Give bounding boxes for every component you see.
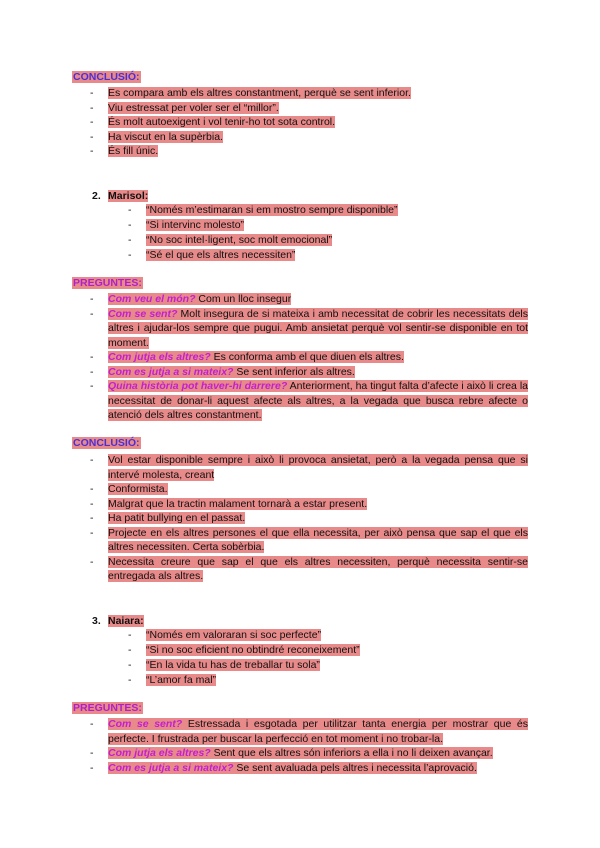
list-item: - Com jutja els altres? Es conforma amb el que diuen els altres. <box>90 351 404 363</box>
list-item: - Viu estressat per voler ser el “millor”. <box>90 101 279 114</box>
preguntes-list-2 <box>88 292 528 423</box>
quote-item: - “Si intervinc molesto” <box>128 219 245 231</box>
quote-item: - “L’amor fa mal” <box>128 674 217 686</box>
quote-item: - “En la vida tu has de treballar tu sola” <box>128 659 320 671</box>
list-item: - Vol estar disponible sempre i això li provoca ansietat, però a la vegada pensa que si intervé molesta, creant <box>90 454 528 481</box>
list-item: - Projecte en els altres persones el que ella necessita, per això pensa que sap el que els altres necessiten. Certa sobèrbia. <box>90 526 528 553</box>
list-item: - Ha patit bullying en el passat. <box>90 512 246 524</box>
list-item: - Ha viscut en la supèrbia. <box>90 130 223 143</box>
preguntes-heading-2: PREGUNTES: <box>73 277 142 289</box>
quote-item: - “No soc intel·ligent, soc molt emocional” <box>128 234 333 246</box>
quotes-list-naiara <box>126 628 360 688</box>
list-item: - Malgrat que la tractin malament tornarà a estar present. <box>90 497 368 510</box>
conclusio-list-2 <box>88 453 528 584</box>
quotes-list-marisol <box>126 203 398 263</box>
quote-item: - “Sé el que els altres necessiten” <box>128 249 296 261</box>
conclusio-heading-2: CONCLUSIÓ: <box>73 437 140 449</box>
quote-item: - “Només em valoraran si soc perfecte” <box>128 629 322 641</box>
person-heading-naiara: 3. Naiara: <box>92 615 144 627</box>
list-item: - Com es jutja a si mateix? Se sent inferior als altres. <box>90 365 355 378</box>
list-item: - Com es jutja a si mateix? Se sent avaluada pels altres i necessita l’aprovació. <box>90 761 477 774</box>
conclusio-list-1 <box>88 86 528 159</box>
list-item: - Conformista. <box>90 483 168 495</box>
list-item: - És fill únic. <box>90 145 159 157</box>
list-item: - Com jutja els altres? Sent que els altres són inferiors a ella i no li deixen avançar. <box>90 747 493 759</box>
preguntes-list-3 <box>88 717 528 775</box>
list-item: - Quina història pot haver-hi darrere? Anteriorment, ha tingut falta d’afecte i això li crea la necessitat de donar-li aquest afecte als altres, a la vegada que busca rebre afecte o atenció dels altres constantment. <box>90 380 529 421</box>
list-item: - Com veu el món? Com un lloc insegur <box>90 293 292 305</box>
list-item: - Com se sent? Estressada i esgotada per utilitzar tanta energia per mostrar que és perfecte. I frustrada per buscar la perfecció en tot moment i no trobar-la. <box>90 718 529 745</box>
quote-item: - “Només m’estimaran si em mostro sempre disponible” <box>128 204 398 216</box>
list-item: - Necessita creure que sap el que els altres necessiten, perquè necessita sentir-se entregada als altres. <box>90 555 528 582</box>
list-item: - És molt autoexigent i vol tenir-ho tot sota control. <box>90 116 336 128</box>
preguntes-heading-3: PREGUNTES: <box>73 702 142 714</box>
list-item: - Com se sent? Molt insegura de si mateixa i amb necessitat de cobrir les necessitats dels altres i ajudar-los sempre que pugui. Amb ansietat perquè vol sentir-se disponible en tot moment. <box>90 307 528 349</box>
quote-item: - “Si no soc eficient no obtindré reconeixement” <box>128 644 360 656</box>
conclusio-heading-1: CONCLUSIÓ: <box>73 71 140 83</box>
person-heading-marisol: 2. Marisol: <box>92 190 149 202</box>
list-item: - Es compara amb els altres constantment, perquè se sent inferior. <box>90 87 411 99</box>
